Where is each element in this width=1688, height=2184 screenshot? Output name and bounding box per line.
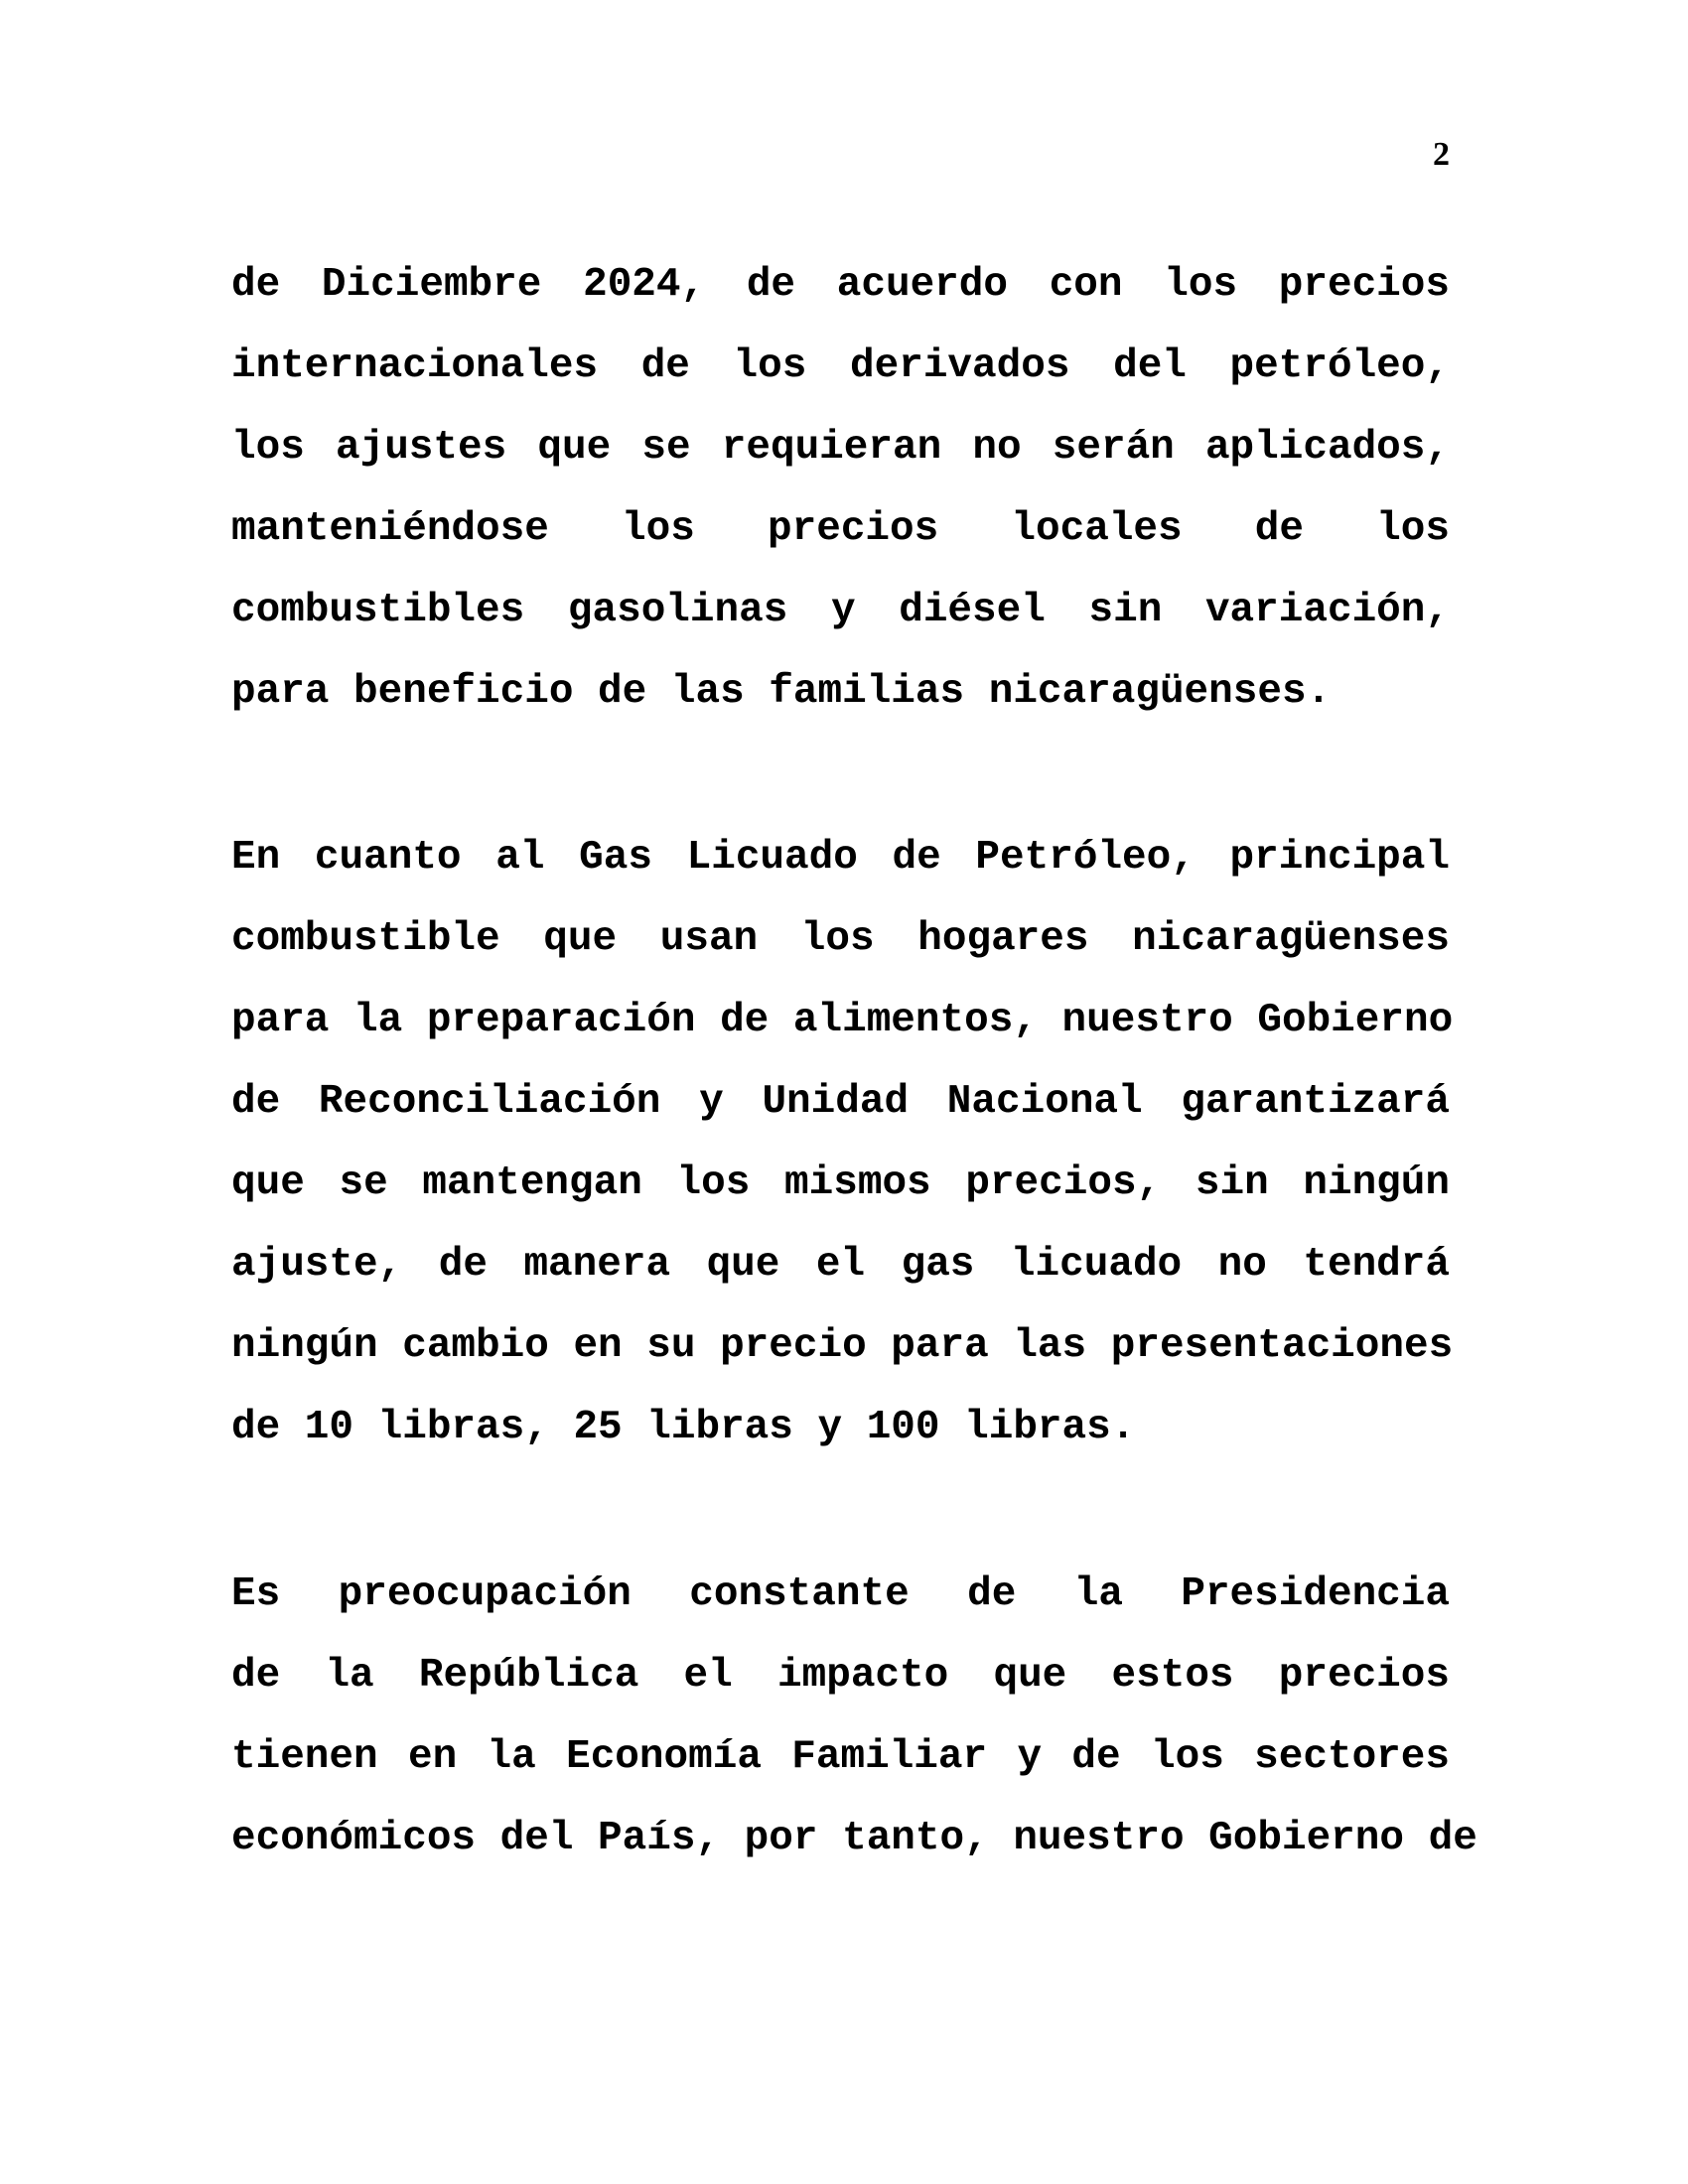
text-line: combustibles gasolinas y diésel sin variación, xyxy=(231,588,1450,633)
paragraph-lpg-prices xyxy=(231,817,1454,1468)
text-line: de Reconciliación y Unidad Nacional garantizará xyxy=(231,1079,1450,1125)
text-line: para la preparación de alimentos, nuestro Gobierno xyxy=(231,998,1454,1043)
text-line: los ajustes que se requieran no serán aplicados, xyxy=(231,425,1450,471)
text-line: ningún cambio en su precio para las presentaciones xyxy=(231,1323,1454,1369)
paragraph-fuel-prices xyxy=(231,244,1450,733)
text-line: manteniéndose los precios locales de los xyxy=(231,506,1450,552)
text-line: para beneficio de las familias nicaragüenses. xyxy=(231,669,1332,715)
text-line: económicos del País, por tanto, nuestro Gobierno de xyxy=(231,1816,1477,1861)
paragraph-presidency-concern xyxy=(231,1554,1477,1879)
text-line: de Diciembre 2024, de acuerdo con los precios xyxy=(231,262,1450,308)
text-line: ajuste, de manera que el gas licuado no tendrá xyxy=(231,1242,1450,1288)
text-line: de 10 libras, 25 libras y 100 libras. xyxy=(231,1405,1136,1450)
page-number: 2 xyxy=(1433,136,1450,173)
text-line: En cuanto al Gas Licuado de Petróleo, principal xyxy=(231,835,1450,881)
text-line: internacionales de los derivados del petróleo, xyxy=(231,343,1450,389)
text-line: de la República el impacto que estos precios xyxy=(231,1653,1450,1699)
text-line: combustible que usan los hogares nicaragüenses xyxy=(231,916,1450,962)
text-line: tienen en la Economía Familiar y de los sectores xyxy=(231,1734,1450,1780)
text-line: que se mantengan los mismos precios, sin ningún xyxy=(231,1160,1450,1206)
text-line: Es preocupación constante de la Presidencia xyxy=(231,1571,1450,1617)
